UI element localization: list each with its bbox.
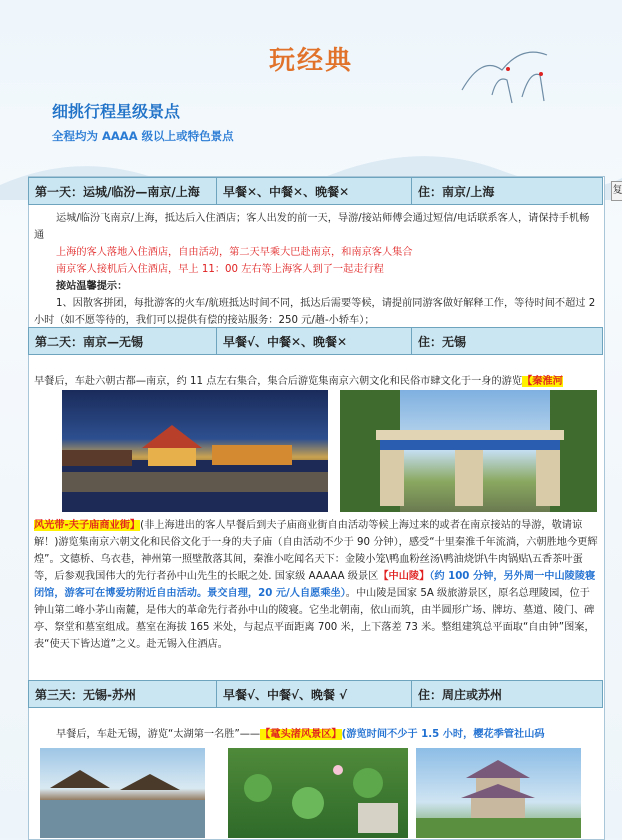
day3-note: (游览时间不少于 1.5 小时，樱花季管社山码 bbox=[341, 729, 545, 740]
day2-body bbox=[34, 517, 600, 653]
day2-intro bbox=[34, 373, 600, 390]
day1-shanghai-note: 上海的客人落地入住酒店，自由活动，第二天早乘大巴赴南京，和南京客人集合 bbox=[56, 247, 413, 258]
day3-intro-text: 早餐后，车赴无锡，游览“太湖第一名胜”—— bbox=[56, 729, 261, 740]
day1-meals: 早餐✕、中餐✕、晚餐✕ bbox=[217, 178, 412, 204]
day2-zhongshanling-text: 。中山陵是国家 5A 级旅游景区，原名总理陵园，位于钟山第二峰小茅山南麓，是伟大的革命先行者孙中山的陵寝。它坐北朝南，依山而筑，由半圆形广场、牌坊、墓道、陵门、碑亭、祭堂和墓室组成。墓室在海拔 165 米处，与起点平面距离 700 米，上下落差 73 米。整组建筑总平面取“自由钟”图案，表“使天下皆达道”之义。赴无锡入住酒店。 bbox=[34, 588, 595, 650]
day3-stay: 住：周庄或苏州 bbox=[418, 687, 503, 702]
day2-label: 第二天：南京—无锡 bbox=[29, 328, 217, 354]
day3-intro bbox=[56, 726, 602, 743]
day2-header bbox=[28, 327, 603, 355]
day1-nanjing-note: 南京客人接机后入住酒店，早上 11：00 左右等上海客人到了一起走行程 bbox=[56, 264, 384, 275]
waterfront-village-photo bbox=[40, 748, 205, 838]
lotus-pond-photo bbox=[228, 748, 408, 838]
day2-stay: 住：无锡 bbox=[418, 334, 467, 349]
day3-label: 第三天：无锡-苏州 bbox=[29, 681, 217, 707]
day2-fuzimiao-text: (非上海进出的客人早餐后到夫子庙商业街自由活动等候上海过来的或者在南京接站的导游，敬请谅解！)游览集南京六朝文化和民俗文化于一身的夫子庙（自由活动不少于 90 分钟），感受“十里秦淮千年流淌，六朝胜地今更辉煌”。文德桥、乌衣巷，神州第一照壁散落其间，秦淮小吃闻名天下：金陵小笼\鸭血粉丝汤\鸭油烧饼\牛肉锅贴\五香茶叶蛋等，后参观我国伟大的先行者孙中山先生的长眠之处. 国家级 AAAAA 级景区 bbox=[34, 520, 598, 582]
zhongshanling-note: （约 100 分钟，另外周一中山陵陵寝闭馆，游客可在博爱坊附近自由活动。景交自理，20 元/人自愿乘坐） bbox=[34, 571, 596, 599]
fuzimiao-spot-label: 风光带-夫子庙商业街】 bbox=[34, 520, 141, 531]
day1-tips-heading: 接站温馨提示： bbox=[56, 281, 128, 292]
yuantouzhu-spot-label: 【鼋头渚风景区】 bbox=[260, 729, 342, 740]
section-note: 全程均为 AAAA 级以上或特色景点 bbox=[52, 129, 234, 143]
qinhuai-night-photo bbox=[62, 390, 328, 512]
zhongshan-gate-photo bbox=[340, 390, 597, 512]
copy-side-button[interactable]: 复 bbox=[611, 181, 622, 201]
pavilion-tower-photo bbox=[416, 748, 581, 838]
day2-meals: 早餐√、中餐✕、晚餐✕ bbox=[217, 328, 412, 354]
zhongshanling-spot-label: 【中山陵】 bbox=[378, 571, 430, 582]
day2-intro-text: 早餐后，车赴六朝古都—南京，约 11 点左右集合，集合后游览集南京六朝文化和民俗市肆文化于一身的游览 bbox=[34, 376, 523, 387]
day1-stay: 住：南京/上海 bbox=[418, 184, 495, 199]
day3-meals: 早餐√、中餐√、晚餐 √ bbox=[217, 681, 412, 707]
day3-header bbox=[28, 680, 603, 708]
qinhuai-spot-label: 【秦淮河 bbox=[522, 376, 563, 387]
day1-tips: 1、因散客拼团，每批游客的火车/航班抵达时间不同，抵达后需要等候，请提前同游客做好解释工作，等待时间不超过 2 小时（如不愿等待的，我们可以提供有偿的接站服务：250 元/趟-小轿车）； bbox=[34, 298, 596, 326]
day1-header bbox=[28, 177, 603, 205]
day1-desc: 运城/临汾飞南京/上海，抵达后入住酒店；客人出发的前一天，导游/接站师傅会通过短信/电话联系客人，请保持手机畅通 bbox=[34, 213, 590, 241]
page-title: 玩经典 bbox=[268, 46, 353, 76]
day1-label: 第一天：运城/临汾—南京/上海 bbox=[29, 178, 217, 204]
section-heading: 细挑行程星级景点 bbox=[52, 102, 181, 121]
